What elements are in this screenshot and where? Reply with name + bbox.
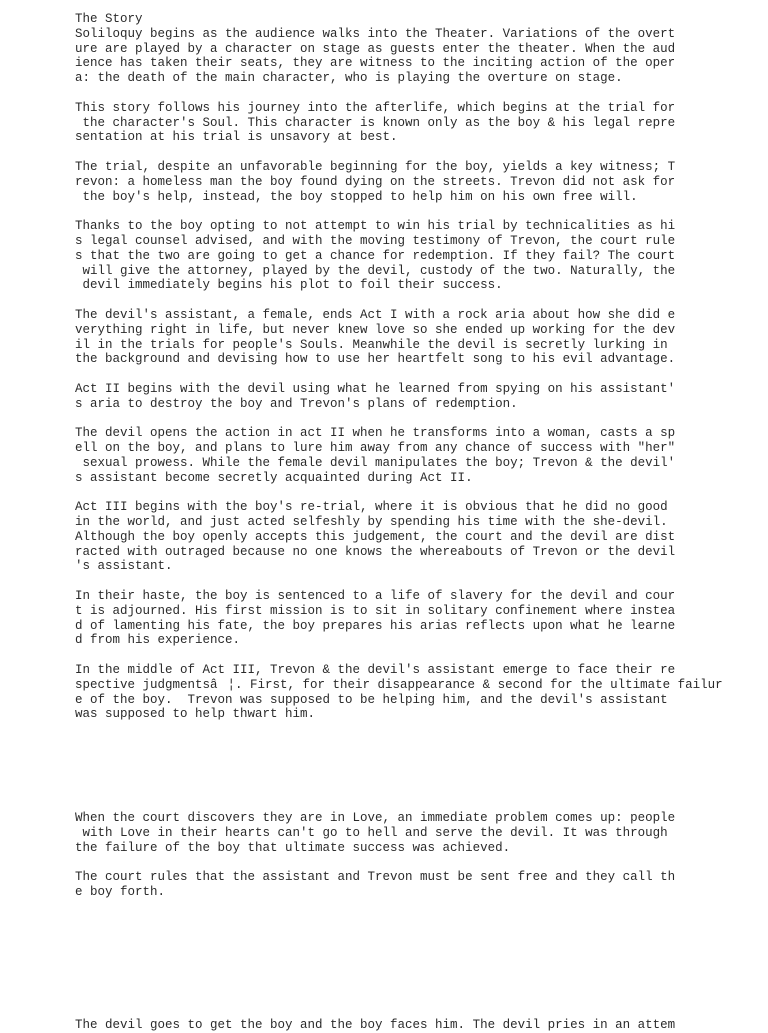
- text-line: s legal counsel advised, and with the moving testimony of Trevon, the court rule: [75, 233, 676, 248]
- text-line: revon: a homeless man the boy found dying on the streets. Trevon did not ask for: [75, 174, 676, 189]
- blank-line: [75, 781, 723, 796]
- text-line: The trial, despite an unfavorable beginning for the boy, yields a key witness; T: [75, 159, 676, 174]
- text-line: the background and devising how to use her heartfelt song to his evil advantage.: [75, 352, 676, 367]
- text-line: t is adjourned. His first mission is to sit in solitary confinement where instea: [75, 603, 676, 618]
- text-line: ell on the boy, and plans to lure him away from any chance of success with "her": [75, 441, 676, 456]
- blank-line: [75, 486, 723, 501]
- text-line: s assistant become secretly acquainted during Act II.: [75, 470, 473, 485]
- text-line: in the world, and just acted selfeshly by spending his time with the she-devil.: [75, 515, 668, 530]
- blank-line: [75, 367, 723, 382]
- text-line: il in the trials for people's Souls. Meanwhile the devil is secretly lurking in: [75, 337, 668, 352]
- text-line: The devil opens the action in act II when he transforms into a woman, casts a sp: [75, 426, 676, 441]
- blank-line: [75, 752, 723, 767]
- text-line: s aria to destroy the boy and Trevon's plans of redemption.: [75, 396, 518, 411]
- text-line: e boy forth.: [75, 885, 166, 900]
- text-line: will give the attorney, played by the devil, custody of the two. Naturally, the: [75, 263, 676, 278]
- blank-line: [75, 989, 723, 1004]
- text-line: d of lamenting his fate, the boy prepares his arias reflects upon what he learne: [75, 618, 676, 633]
- text-line: verything right in life, but never knew love so she ended up working for the dev: [75, 322, 676, 337]
- text-line: In the middle of Act III, Trevon & the devil's assistant emerge to face their re: [75, 663, 676, 678]
- blank-line: [75, 796, 723, 811]
- text-line: 's assistant.: [75, 559, 173, 574]
- text-line: Although the boy openly accepts this judgement, the court and the devil are dist: [75, 529, 676, 544]
- blank-line: [75, 855, 723, 870]
- story-document: [75, 12, 723, 1033]
- text-line: racted with outraged because no one knows the whereabouts of Trevon or the devil: [75, 544, 676, 559]
- document-title: The Story: [75, 12, 143, 26]
- text-line: Act III begins with the boy's re-trial, where it is obvious that he did no good: [75, 500, 668, 515]
- blank-line: [75, 944, 723, 959]
- blank-line: [75, 1003, 723, 1018]
- text-line: the boy's help, instead, the boy stopped to help him on his own free will.: [75, 189, 638, 204]
- blank-line: [75, 900, 723, 915]
- text-line: the character's Soul. This character is known only as the boy & his legal repre: [75, 115, 676, 130]
- text-line: ure are played by a character on stage as guests enter the theater. When the aud: [75, 41, 676, 56]
- text-line: Soliloquy begins as the audience walks into the Theater. Variations of the overt: [75, 26, 676, 41]
- blank-line: [75, 293, 723, 308]
- blank-line: [75, 574, 723, 589]
- text-line: This story follows his journey into the afterlife, which begins at the trial for: [75, 100, 676, 115]
- text-line: spective judgmentsâ¦. First, for their disappearance & second for the ultimate failur: [75, 677, 723, 692]
- text-line: sexual prowess. While the female devil manipulates the boy; Trevon & the devil': [75, 455, 676, 470]
- text-line: d from his experience.: [75, 633, 241, 648]
- text-line: The court rules that the assistant and Trevon must be sent free and they call th: [75, 870, 676, 885]
- blank-line: [75, 974, 723, 989]
- text-line: the failure of the boy that ultimate success was achieved.: [75, 840, 511, 855]
- text-line: s that the two are going to get a chance for redemption. If they fail? The court: [75, 248, 676, 263]
- text-line: The devil's assistant, a female, ends Act I with a rock aria about how she did e: [75, 307, 676, 322]
- blank-line: [75, 929, 723, 944]
- text-line: devil immediately begins his plot to foil their success.: [75, 278, 503, 293]
- text-line: When the court discovers they are in Love, an immediate problem comes up: people: [75, 811, 676, 826]
- text-line: e of the boy. Trevon was supposed to be helping him, and the devil's assistant: [75, 692, 668, 707]
- blank-line: [75, 915, 723, 930]
- blank-line: [75, 204, 723, 219]
- text-line: Act II begins with the devil using what he learned from spying on his assistant': [75, 381, 676, 396]
- text-line: with Love in their hearts can't go to hell and serve the devil. It was through: [75, 825, 668, 840]
- blank-line: [75, 86, 723, 101]
- blank-line: [75, 722, 723, 737]
- blank-line: [75, 959, 723, 974]
- blank-line: [75, 412, 723, 427]
- text-line: sentation at his trial is unsavory at best.: [75, 130, 398, 145]
- text-line: The devil goes to get the boy and the boy faces him. The devil pries in an attem: [75, 1018, 676, 1033]
- text-line: ience has taken their seats, they are witness to the inciting action of the oper: [75, 56, 676, 71]
- blank-line: [75, 648, 723, 663]
- blank-line: [75, 145, 723, 160]
- blank-line: [75, 737, 723, 752]
- blank-line: [75, 767, 723, 782]
- text-line: a: the death of the main character, who is playing the overture on stage.: [75, 71, 623, 86]
- text-line: In their haste, the boy is sentenced to a life of slavery for the devil and cour: [75, 589, 676, 604]
- text-line: was supposed to help thwart him.: [75, 707, 316, 722]
- text-line: Thanks to the boy opting to not attempt to win his trial by technicalities as hi: [75, 219, 676, 234]
